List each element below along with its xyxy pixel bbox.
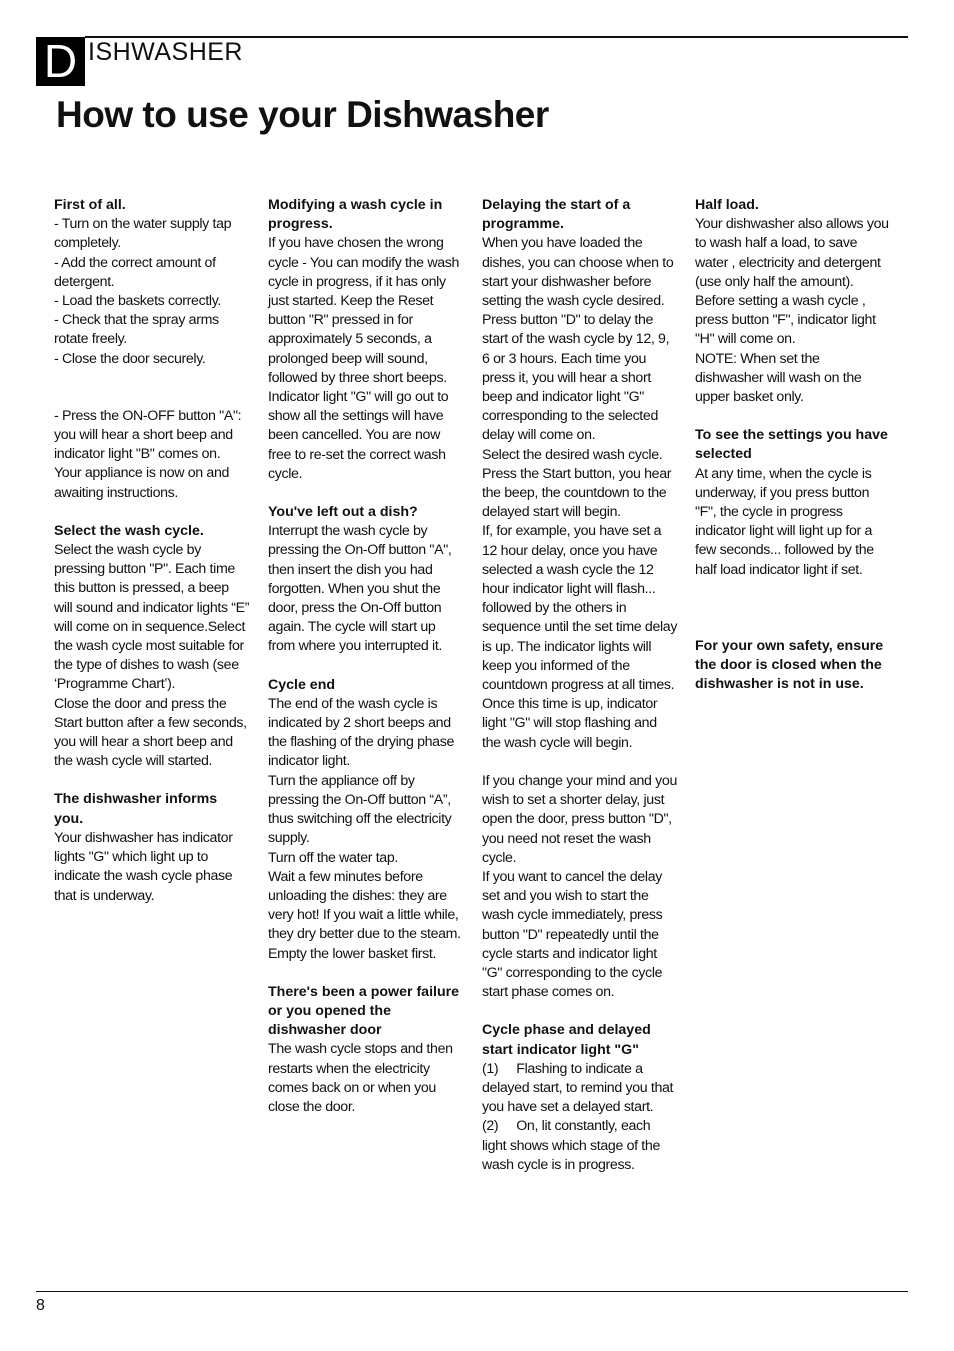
- delay-text-4: Press the Start button, you hear the beep, the countdown to the delayed start will begin.: [482, 465, 672, 521]
- awaiting-text: Your appliance is now on and awaiting instructions.: [54, 465, 230, 501]
- select-cycle-heading: Select the wash cycle.: [54, 522, 204, 539]
- footer-rule: [36, 1291, 908, 1292]
- informs-text: Your dishwasher has indicator lights "G" which light up to indicate the wash cycle phase that is underway.: [54, 829, 233, 904]
- modify-heading: Modifying a wash cycle in progress.: [268, 197, 443, 233]
- section-letter-badge: D: [36, 37, 85, 86]
- cycle-end-text-2: Turn the appliance off by pressing the On-Off button “A”, thus switching off the electricity supply.: [268, 772, 452, 847]
- column-1: [54, 196, 250, 906]
- settings-text: At any time, when the cycle is underway, if you press button "F", the cycle in progress indicator light will light up for a few seconds... followed by the half load indicator light if set.: [695, 465, 874, 578]
- column-3: [482, 196, 678, 1175]
- press-on-off-text: - Press the ON-OFF button "A": you will hear a short beep and indicator light "B" comes on.: [54, 407, 242, 463]
- first-of-all-heading: First of all.: [54, 197, 126, 213]
- cycle-end-text-4: Wait a few minutes before unloading the dishes: they are very hot! If you wait a little while, they dry better due to the steam.: [268, 868, 461, 943]
- first-step-5: - Close the door securely.: [54, 350, 206, 367]
- column-4: [695, 196, 891, 694]
- first-step-3: - Load the baskets correctly.: [54, 293, 222, 310]
- power-failure-heading: There's been a power failure or you opened the dishwasher door: [268, 983, 460, 1039]
- phase-indicator-text-2: (2) On, lit constantly, each light shows which stage of the wash cycle is in progress.: [482, 1118, 664, 1173]
- half-load-text-2: Before setting a wash cycle , press button "F", indicator light "H" will come on.: [695, 293, 876, 348]
- informs-heading: The dishwasher informs you.: [54, 791, 218, 827]
- modify-text-2: Indicator light "G" will go out to show all the settings will have been cancelled. You are now free to re-set the correct wash cycle.: [268, 389, 449, 482]
- delay-text-5: If, for example, you have set a 12 hour delay, once you have selected a wash cycle the 12 hour indicator light will flash... followed by the others in sequence until the set time delay is up. The indicator lights will keep you informed of the countdown progress at all times.: [482, 523, 678, 694]
- change-mind-text: If you change your mind and you wish to set a shorter delay, just open the door, press button "D", you need not reset the wash cycle.: [482, 772, 678, 866]
- page-title: How to use your Dishwasher: [56, 94, 549, 135]
- delay-text-3: Select the desired wash cycle.: [482, 446, 663, 463]
- column-2: [268, 196, 464, 1117]
- delay-text-6: Once this time is up, indicator light "G" will stop flashing and the wash cycle will begin.: [482, 696, 658, 751]
- left-out-dish-text: Interrupt the wash cycle by pressing the On-Off button "A", then insert the dish you had forgotten. When you shut the door, press the On-Off button again. The cycle will start up from where you interrupted it.: [268, 523, 452, 655]
- cycle-end-text-3: Turn off the water tap.: [268, 849, 398, 866]
- first-step-4: - Check that the spray arms rotate freely.: [54, 312, 219, 348]
- left-out-dish-heading: You've left out a dish?: [268, 504, 418, 521]
- close-door-text: Close the door and press the Start button after a few seconds, you will hear a short beep and the wash cycle will started.: [54, 695, 247, 770]
- half-load-heading: Half load.: [695, 197, 759, 213]
- first-step-1: - Turn on the water supply tap completely.: [54, 216, 232, 252]
- cycle-end-heading: Cycle end: [268, 676, 336, 693]
- phase-indicator-heading: Cycle phase and delayed start indicator light "G": [482, 1022, 651, 1058]
- page-number: 8: [36, 1297, 45, 1314]
- cycle-end-text: The end of the wash cycle is indicated by 2 short beeps and the flashing of the drying phase indicator light.: [268, 695, 454, 770]
- half-load-note: NOTE: When set the dishwasher will wash on the upper basket only.: [695, 350, 862, 406]
- cancel-delay-text: If you want to cancel the delay set and you wish to start the wash cycle immediately, press button "D" repeatedly until the cycle starts and indicator light "G" corresponding to the cycle start phase comes on.: [482, 868, 663, 1001]
- power-failure-text: The wash cycle stops and then restarts when the electricity comes back on or when you close the door.: [268, 1041, 453, 1115]
- first-step-2: - Add the correct amount of detergent.: [54, 254, 216, 290]
- select-cycle-text: Select the wash cycle by pressing button "P". Each time this button is pressed, a beep will sound and indicator lights “E” will come on in sequence.Select the wash cycle most suitable for the type of dishes to wash (see ‘Programme Chart’).: [54, 542, 250, 693]
- settings-heading: To see the settings you have selected: [695, 427, 888, 463]
- safety-warning: For your own safety, ensure the door is closed when the dishwasher is not in use.: [695, 637, 884, 693]
- phase-indicator-text-1: (1) Flashing to indicate a delayed start, to remind you that you have set a delayed start.: [482, 1060, 677, 1116]
- modify-text: If you have chosen the wrong cycle - You can modify the wash cycle in progress, if it has only just started. Keep the Reset button "R" pressed in for approximately 5 seconds, a prolonged beep will sound, followed by three short beeps.: [268, 235, 460, 386]
- delay-text-2: Press button "D" to delay the start of the wash cycle by 12, 9, 6 or 3 hours. Each time you press it, you will hear a short beep and indicator light "G" corresponding to the selected delay will come on.: [482, 312, 670, 444]
- delay-heading: Delaying the start of a programme.: [482, 197, 631, 233]
- delay-text: When you have loaded the dishes, you can choose when to start your dishwasher before setting the wash cycle desired.: [482, 235, 674, 310]
- cycle-end-text-5: Empty the lower basket first.: [268, 945, 437, 962]
- half-load-text: Your dishwasher also allows you to wash half a load, to save water , electricity and detergent (use only half the amount).: [695, 216, 889, 290]
- section-title: ISHWASHER: [88, 38, 243, 66]
